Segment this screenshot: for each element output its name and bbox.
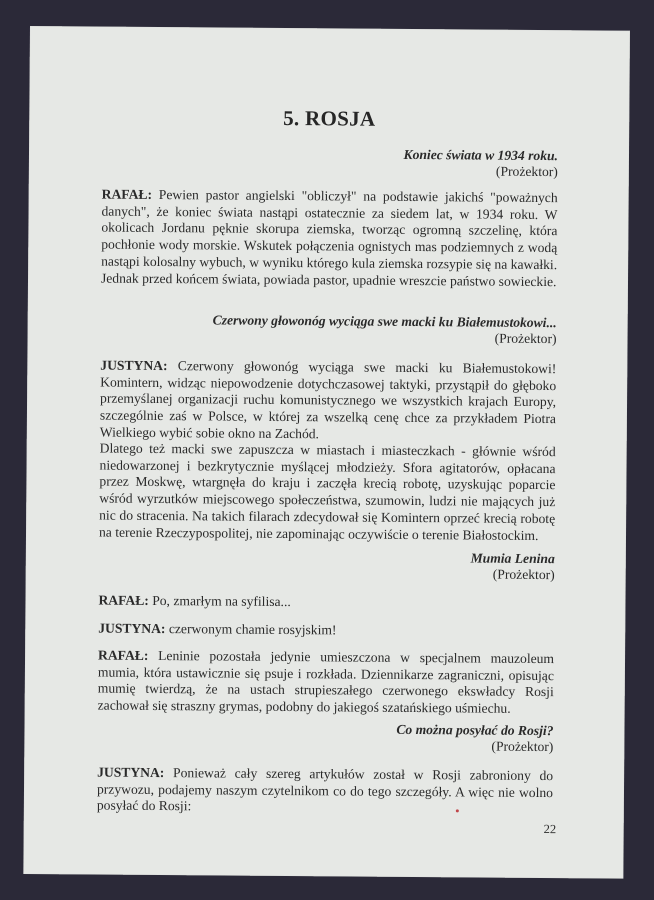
heading-text: Co można posyłać do Rosji? [396,721,554,739]
dialogue-paragraph [98,621,554,641]
paragraph-text: czerwonym chamie rosyjskim! [165,621,337,638]
paragraph-text: Po, zmarłym na syfilisa... [148,592,291,610]
dialogue-paragraph [98,648,555,718]
heading-text: Mumia Lenina [470,550,555,567]
dialogue-paragraph [100,358,557,445]
paragraph-text: Leninie pozostała jedynie umieszczona w specjalnem mauzoleum mumia, która ustawicznie się psuje i rozkłada. Dziennikarze zagraniczni, opisując mumię twierdzą, że na ustach strupieszałego czerwonego ekswładcy Rosji zachował się straszny grymas, podobny do jakiegoś szatańskiego uśmiechu. [97,647,555,716]
paragraph-text: Pewien pastor angielski "obliczył" na podstawie jakichś "poważnych danych", że koniec świata nastąpi ostatecznie za siedem lat, w 1934 roku. W okolicach Jordanu pęknie skorupa ziemska, tworząc ogromną szczelinę, która pochłonie wody morskie. Wskutek połączenia ognistych mas podziemnych z wodą nastąpi kolosalny wybuch, w wyniku którego kula ziemska rozsypie się na kawałki. Jednak przed końcem świata, powiada pastor, upadnie wreszcie państwo sowieckie. [100,186,558,289]
paragraph-text: Dlatego też macki swe zapuszcza w miastach i miasteczkach - głównie wśród niedowarzonej i bezkrytycznie myślącej młodzieży. Sfora agitatorów, opłacana przez Moskwę, wtargnęła do kraju i zaczęła krecią robotę, uzyskując poparcie wśród wyrzutków miejscowego społeczeństwa, szumowin, ludzi nie mających już nic do stracenia. Na takich filarach zdecydował się Komintern oprzeć krecią robotę na terenie Rzeczypospolitej, nie zapominając oczywiście o terenie Białostockim. [98,440,556,543]
document-page [23,26,630,879]
dialogue-paragraph [97,765,553,819]
speaker-label: JUSTYNA: [100,357,168,374]
heading-source: (Prożektor) [491,738,554,755]
dialogue-paragraph [98,593,554,613]
section-heading [102,145,558,181]
heading-text: Czerwony głowonóg wyciąga swe macki ku Białemustokowi... [212,312,557,331]
heading-text: Koniec świata w 1934 roku. [403,146,559,164]
dialogue-paragraph [101,187,558,291]
dialogue-paragraph [99,441,556,545]
ink-spot [456,809,459,812]
section-heading [99,548,555,584]
speaker-label: RAFAŁ: [98,647,149,663]
section-heading [101,312,557,348]
section-heading [97,720,553,756]
paragraph-text: Czerwony głowonóg wyciąga swe macki ku Białemustokowi! Komintern, widząc niepowodzenie dotychczasowej taktyki, przystąpił do głęboko przemyślanej organizacji ruchu komunistycznego we wszystkich krajach Europy, szczególnie zaś w Polsce, w której za wszelką cenę chce za przykładem Piotra Wielkiego wybić sobie okno na Zachód. [99,358,557,442]
speaker-label: JUSTYNA: [97,764,165,781]
speaker-label: RAFAŁ: [98,592,149,608]
speaker-label: RAFAŁ: [101,186,153,202]
paragraph-text: Ponieważ cały szereg artykułów został w Rosji zabroniony do przywozu, podajemy naszym czytelnikom co do tego szczegóły. A więc nie wolno posyłać do Rosji: [96,765,554,814]
page-number: 22 [543,822,557,837]
heading-source: (Prożektor) [494,330,557,347]
speaker-label: JUSTYNA: [98,620,166,637]
heading-source: (Prożektor) [492,566,555,583]
heading-source: (Prożektor) [495,163,558,180]
chapter-title: 5. ROSJA [283,105,376,131]
